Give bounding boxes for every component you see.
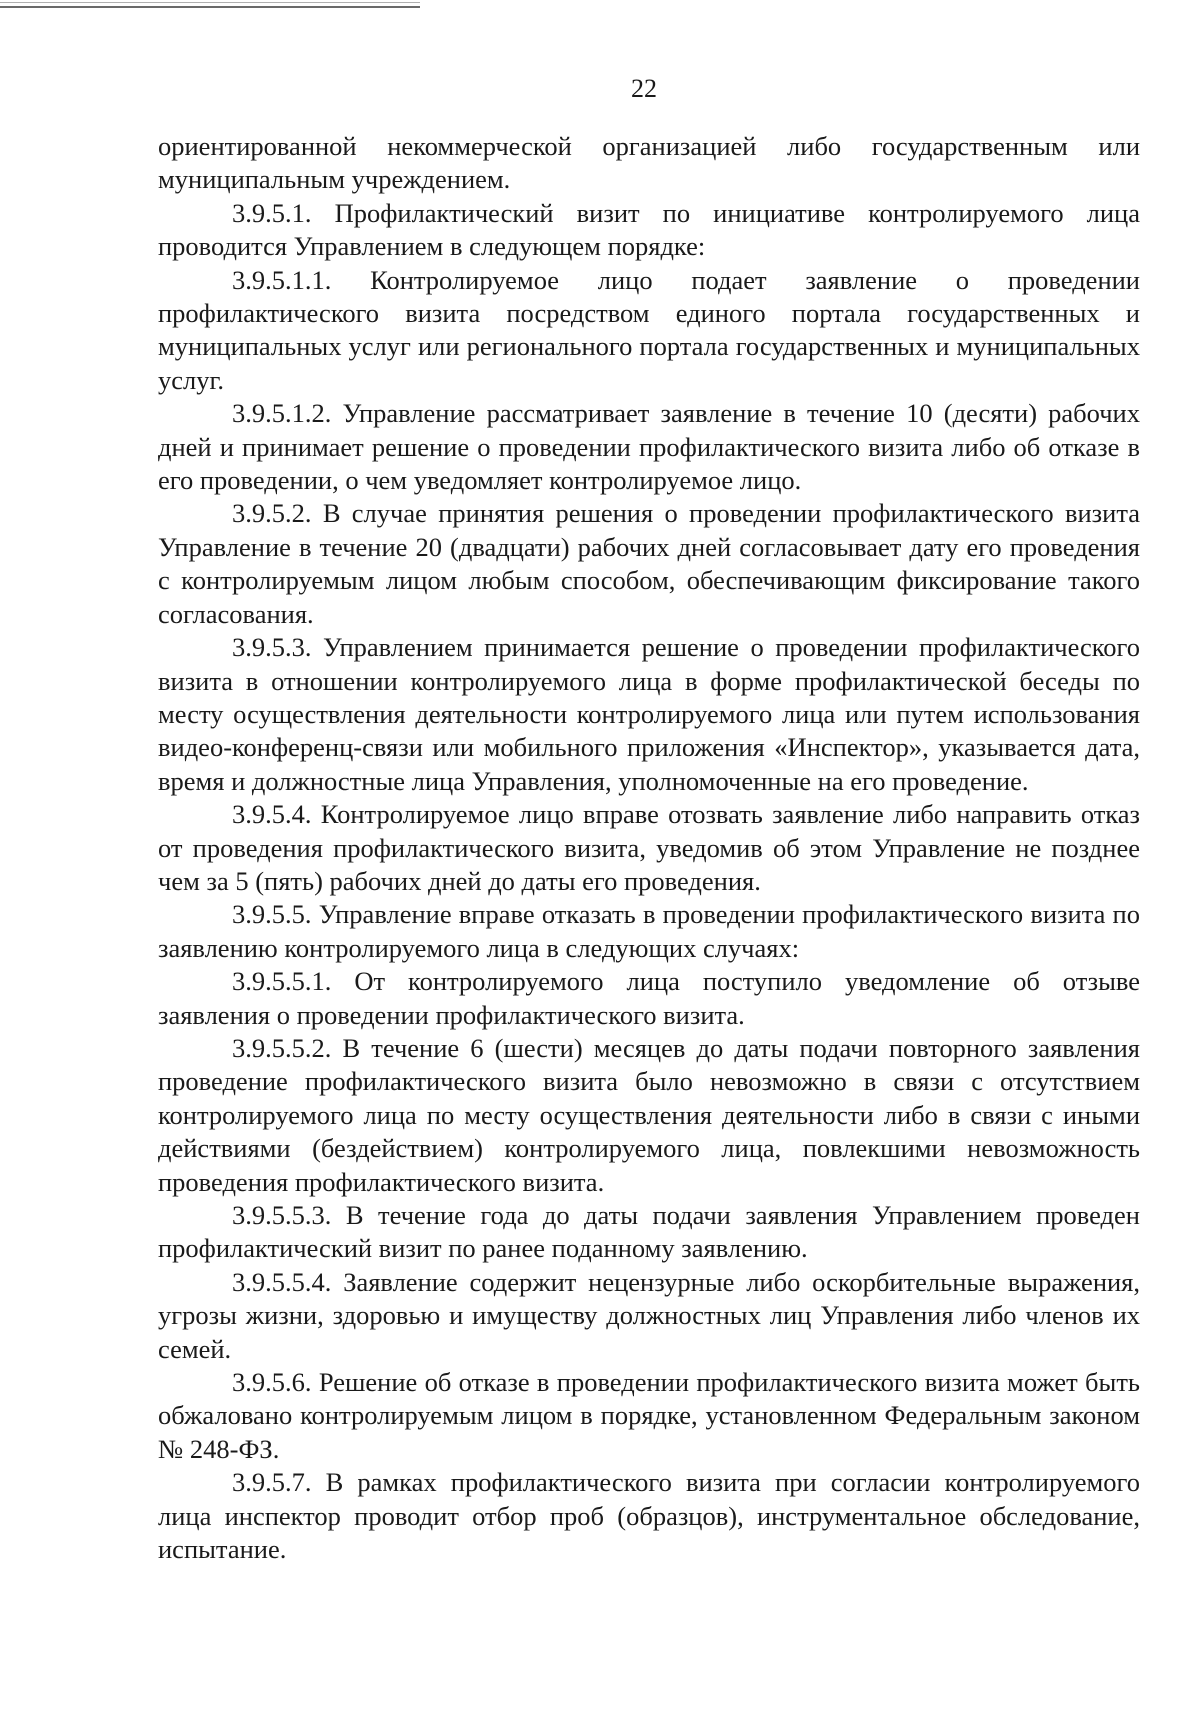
paragraph-3-9-5-5-2: 3.9.5.5.2. В течение 6 (шести) месяцев до даты подачи повторного заявления проведение профилактического визита было невозможно в связи с отсутствием контролируемого лица по месту осуществления деятельности либо в связи с иными действиями (бездействием) контролируемого лица, повлекшими невозможность проведения профилактического визита.: [158, 1032, 1140, 1197]
paragraph-3-9-5-1-1: 3.9.5.1.1. Контролируемое лицо подает заявление о проведении профилактического визита посредством единого портала государственных и муниципальных услуг или регионального портала государственных и муниципальных услуг.: [158, 264, 1140, 395]
paragraph-3-9-5-5: 3.9.5.5. Управление вправе отказать в проведении профилактического визита по заявлению контролируемого лица в следующих случаях:: [158, 899, 1140, 963]
paragraph-3-9-5-1: 3.9.5.1. Профилактический визит по инициативе контролируемого лица проводится Управлением в следующем порядке:: [158, 197, 1140, 262]
paragraph-3-9-5-5-3: 3.9.5.5.3. В течение года до даты подачи заявления Управлением проведен профилактический визит по ранее поданному заявлению.: [158, 1200, 1140, 1264]
paragraph-3-9-5-1-2: 3.9.5.1.2. Управление рассматривает заявление в течение 10 (десяти) рабочих дней и принимает решение о проведении профилактического визита либо об отказе в его проведении, о чем уведомляет контролируемое лицо.: [158, 398, 1140, 496]
paragraph-3-9-5-7: 3.9.5.7. В рамках профилактического визита при согласии контролируемого лица инспектор проводит отбор проб (образцов), инструментальное обследование, испытание.: [158, 1467, 1140, 1565]
paragraph-continuation: ориентированной некоммерческой организацией либо государственным или муниципальным учреждением.: [158, 131, 1140, 195]
page-number: 22: [631, 74, 657, 103]
paragraph-3-9-5-2: 3.9.5.2. В случае принятия решения о проведении профилактического визита Управление в течение 20 (двадцати) рабочих дней согласовывает дату его проведения с контролируемым лицом любым способом, обеспечивающим фиксирование такого согласования.: [158, 498, 1140, 629]
document-body: [158, 130, 1140, 1566]
paragraph-3-9-5-6: 3.9.5.6. Решение об отказе в проведении профилактического визита может быть обжаловано контролируемым лицом в порядке, установленном Федеральным законом № 248-ФЗ.: [158, 1367, 1140, 1464]
scan-edge-line: [0, 2, 420, 3]
paragraph-3-9-5-5-4: 3.9.5.5.4. Заявление содержит нецензурные либо оскорбительные выражения, угрозы жизни, здоровью и имуществу должностных лиц Управления либо членов их семей.: [158, 1266, 1140, 1364]
paragraph-3-9-5-5-1: 3.9.5.5.1. От контролируемого лица поступило уведомление об отзыве заявления о проведении профилактического визита.: [158, 966, 1140, 1030]
scan-edge-line: [0, 6, 420, 8]
paragraph-3-9-5-4: 3.9.5.4. Контролируемое лицо вправе отозвать заявление либо направить отказ от проведения профилактического визита, уведомив об этом Управление не позднее чем за 5 (пять) рабочих дней до даты его проведения.: [158, 799, 1140, 896]
paragraph-3-9-5-3: 3.9.5.3. Управлением принимается решение о проведении профилактического визита в отношении контролируемого лица в форме профилактической беседы по месту осуществления деятельности контролируемого лица или путем использования видео-конференц-связи или мобильного приложения «Инспектор», указывается дата, время и должностные лица Управления, уполномоченные на его проведение.: [158, 632, 1140, 796]
